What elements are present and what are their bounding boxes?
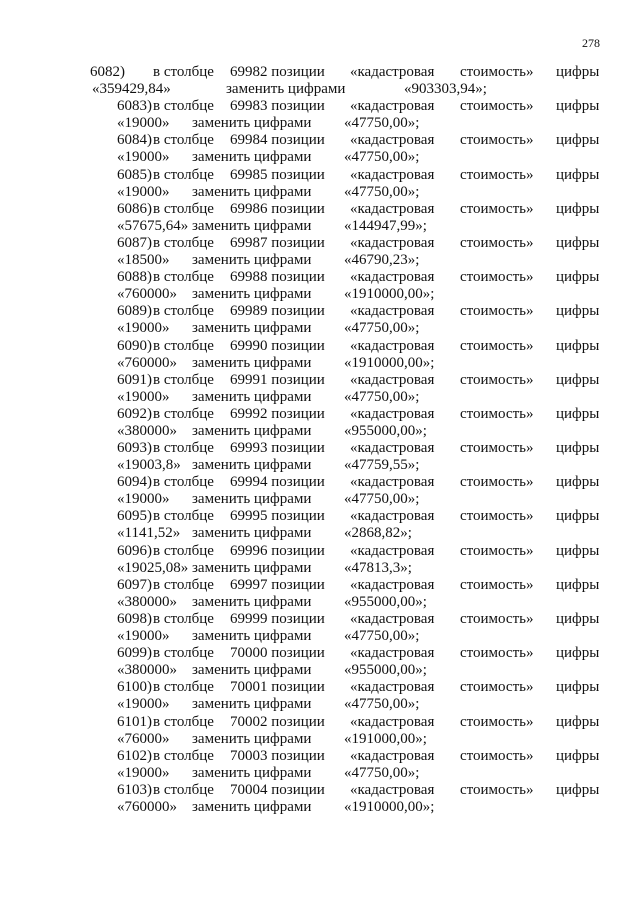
cadastral-label: «кадастровая: [350, 98, 435, 115]
old-value: «19000»: [117, 628, 170, 644]
amendment-entry: [0, 167, 640, 201]
cadastral-label: «кадастровая: [350, 200, 435, 217]
in-column-label: в столбце: [153, 576, 214, 593]
entry-number: 6086): [117, 200, 152, 217]
value-label: стоимость»: [460, 747, 534, 764]
in-column-label: в столбце: [153, 679, 214, 696]
position-number: 70001 позиции: [230, 679, 325, 696]
value-label: стоимость»: [460, 166, 534, 183]
entry-number: 6100): [117, 679, 152, 696]
value-label: стоимость»: [460, 474, 534, 491]
entry-number: 6094): [117, 474, 152, 491]
entry-number: 6097): [117, 576, 152, 593]
entry-number: 6091): [117, 371, 152, 388]
amendment-entry: [0, 440, 640, 474]
new-value: «47750,00»;: [344, 696, 420, 713]
new-value: «1910000,00»;: [344, 286, 435, 303]
new-value: «47750,00»;: [344, 764, 420, 781]
new-value: «47750,00»;: [344, 388, 420, 405]
old-value: «19000»: [117, 491, 170, 508]
digits-label: цифры: [556, 781, 600, 798]
entry-number: 6103): [117, 781, 152, 798]
position-number: 69991 позиции: [230, 371, 325, 388]
digits-label: цифры: [556, 713, 600, 730]
position-number: 70004 позиции: [230, 781, 325, 798]
value-label: стоимость»: [460, 440, 534, 457]
new-value: «47813,3»;: [344, 559, 412, 576]
entry-number: 6102): [117, 747, 152, 764]
replace-label: заменить цифрами: [192, 286, 312, 303]
new-value: «144947,99»;: [344, 217, 427, 234]
position-number: 69987 позиции: [230, 234, 325, 251]
amendment-entry: [0, 611, 640, 645]
in-column-label: в столбце: [153, 474, 214, 491]
in-column-label: в столбце: [153, 166, 214, 183]
cadastral-label: «кадастровая: [350, 234, 435, 251]
old-value: «19000»: [117, 115, 170, 132]
amendment-entry: [0, 782, 640, 816]
cadastral-label: «кадастровая: [350, 576, 435, 593]
replace-label: заменить цифрами: [192, 388, 312, 405]
digits-label: цифры: [556, 234, 600, 251]
position-number: 69997 позиции: [230, 576, 325, 593]
amendment-entry: [0, 679, 640, 713]
digits-label: цифры: [556, 269, 600, 286]
value-label: стоимость»: [460, 234, 534, 251]
replace-label: заменить цифрами: [192, 251, 312, 268]
digits-label: цифры: [556, 508, 600, 525]
entry-number: 6096): [117, 542, 152, 559]
new-value: «1910000,00»;: [344, 798, 435, 815]
in-column-label: в столбце: [153, 405, 214, 422]
position-number: 69989 позиции: [230, 303, 325, 320]
new-value: «2868,82»;: [344, 525, 412, 542]
entry-number: 6089): [117, 303, 152, 320]
cadastral-label: «кадастровая: [350, 611, 435, 627]
position-number: 69984 позиции: [230, 132, 325, 149]
value-label: стоимость»: [460, 611, 534, 627]
new-value: «47750,00»;: [344, 115, 420, 132]
old-value: «19000»: [117, 388, 170, 405]
cadastral-label: «кадастровая: [350, 132, 435, 149]
old-value: «19025,08»: [117, 559, 189, 576]
amendment-entry: [0, 508, 640, 542]
in-column-label: в столбце: [153, 508, 214, 525]
replace-label: заменить цифрами: [192, 354, 312, 371]
entry-number: 6082): [90, 64, 125, 80]
cadastral-label: «кадастровая: [350, 371, 435, 388]
value-label: стоимость»: [460, 132, 534, 149]
digits-label: цифры: [556, 645, 600, 662]
replace-label: заменить цифрами: [192, 149, 312, 166]
in-column-label: в столбце: [153, 269, 214, 286]
digits-label: цифры: [556, 611, 600, 627]
new-value: «191000,00»;: [344, 730, 427, 747]
in-column-label: в столбце: [153, 200, 214, 217]
value-label: стоимость»: [460, 781, 534, 798]
in-column-label: в столбце: [153, 747, 214, 764]
entry-number: 6085): [117, 166, 152, 183]
cadastral-label: «кадастровая: [350, 781, 435, 798]
digits-label: цифры: [556, 440, 600, 457]
entry-number: 6092): [117, 405, 152, 422]
old-value: «19000»: [117, 320, 170, 337]
digits-label: цифры: [556, 542, 600, 559]
value-label: стоимость»: [460, 508, 534, 525]
old-value: «18500»: [117, 251, 170, 268]
digits-label: цифры: [556, 405, 600, 422]
amendment-entry: [0, 543, 640, 577]
amendment-list: [0, 64, 640, 816]
new-value: «955000,00»;: [344, 662, 427, 679]
digits-label: цифры: [556, 200, 600, 217]
in-column-label: в столбце: [153, 98, 214, 115]
position-number: 69992 позиции: [230, 405, 325, 422]
cadastral-label: «кадастровая: [350, 713, 435, 730]
cadastral-label: «кадастровая: [350, 508, 435, 525]
cadastral-label: «кадастровая: [350, 269, 435, 286]
value-label: стоимость»: [460, 337, 534, 354]
entry-number: 6088): [117, 269, 152, 286]
old-value: «19000»: [117, 764, 170, 781]
digits-label: цифры: [556, 576, 600, 593]
value-label: стоимость»: [460, 98, 534, 115]
position-number: 69983 позиции: [230, 98, 325, 115]
position-number: 69999 позиции: [230, 611, 325, 627]
old-value: «359429,84»: [92, 81, 171, 97]
entry-number: 6090): [117, 337, 152, 354]
cadastral-label: «кадастровая: [350, 64, 435, 80]
replace-label: заменить цифрами: [192, 115, 312, 132]
cadastral-label: «кадастровая: [350, 679, 435, 696]
value-label: стоимость»: [460, 303, 534, 320]
old-value: «57675,64»: [117, 217, 189, 234]
position-number: 69986 позиции: [230, 200, 325, 217]
value-label: стоимость»: [460, 679, 534, 696]
replace-label: заменить цифрами: [192, 628, 312, 644]
replace-label: заменить цифрами: [192, 183, 312, 200]
amendment-entry: [0, 235, 640, 269]
digits-label: цифры: [556, 64, 600, 80]
cadastral-label: «кадастровая: [350, 747, 435, 764]
old-value: «760000»: [117, 798, 177, 815]
digits-label: цифры: [556, 166, 600, 183]
in-column-label: в столбце: [153, 645, 214, 662]
amendment-entry: [0, 577, 640, 611]
amendment-entry: [0, 269, 640, 303]
value-label: стоимость»: [460, 371, 534, 388]
amendment-entry: [0, 372, 640, 406]
entry-number: 6083): [117, 98, 152, 115]
new-value: «47759,55»;: [344, 457, 420, 474]
amendment-entry: [0, 201, 640, 235]
new-value: «47750,00»;: [344, 491, 420, 508]
cadastral-label: «кадастровая: [350, 440, 435, 457]
entry-number: 6084): [117, 132, 152, 149]
cadastral-label: «кадастровая: [350, 337, 435, 354]
value-label: стоимость»: [460, 405, 534, 422]
new-value: «47750,00»;: [344, 183, 420, 200]
replace-label: заменить цифрами: [192, 559, 312, 576]
new-value: «47750,00»;: [344, 320, 420, 337]
in-column-label: в столбце: [153, 611, 214, 627]
amendment-entry: [0, 132, 640, 166]
replace-label: заменить цифрами: [192, 730, 312, 747]
amendment-entry: [0, 303, 640, 337]
in-column-label: в столбце: [153, 781, 214, 798]
position-number: 69990 позиции: [230, 337, 325, 354]
new-value: «46790,23»;: [344, 251, 420, 268]
digits-label: цифры: [556, 679, 600, 696]
amendment-entry: [0, 64, 640, 98]
cadastral-label: «кадастровая: [350, 166, 435, 183]
replace-label: заменить цифрами: [192, 764, 312, 781]
entry-number: 6099): [117, 645, 152, 662]
value-label: стоимость»: [460, 200, 534, 217]
in-column-label: в столбце: [153, 64, 214, 80]
in-column-label: в столбце: [153, 132, 214, 149]
old-value: «19000»: [117, 149, 170, 166]
cadastral-label: «кадастровая: [350, 303, 435, 320]
position-number: 70002 позиции: [230, 713, 325, 730]
in-column-label: в столбце: [153, 713, 214, 730]
replace-label: заменить цифрами: [192, 798, 312, 815]
in-column-label: в столбце: [153, 542, 214, 559]
old-value: «380000»: [117, 593, 177, 610]
replace-label: заменить цифрами: [226, 81, 346, 97]
amendment-entry: [0, 748, 640, 782]
old-value: «19000»: [117, 696, 170, 713]
old-value: «1141,52»: [117, 525, 181, 542]
replace-label: заменить цифрами: [192, 457, 312, 474]
entry-number: 6101): [117, 713, 152, 730]
replace-label: заменить цифрами: [192, 422, 312, 439]
value-label: стоимость»: [460, 713, 534, 730]
entry-number: 6095): [117, 508, 152, 525]
new-value: «955000,00»;: [344, 593, 427, 610]
position-number: 69996 позиции: [230, 542, 325, 559]
old-value: «380000»: [117, 662, 177, 679]
digits-label: цифры: [556, 747, 600, 764]
position-number: 70003 позиции: [230, 747, 325, 764]
cadastral-label: «кадастровая: [350, 405, 435, 422]
value-label: стоимость»: [460, 576, 534, 593]
new-value: «47750,00»;: [344, 628, 420, 644]
value-label: стоимость»: [460, 542, 534, 559]
old-value: «760000»: [117, 286, 177, 303]
position-number: 69993 позиции: [230, 440, 325, 457]
position-number: 69982 позиции: [230, 64, 325, 80]
position-number: 70000 позиции: [230, 645, 325, 662]
amendment-entry: [0, 98, 640, 132]
in-column-label: в столбце: [153, 234, 214, 251]
replace-label: заменить цифрами: [192, 696, 312, 713]
in-column-label: в столбце: [153, 440, 214, 457]
entry-number: 6087): [117, 234, 152, 251]
new-value: «1910000,00»;: [344, 354, 435, 371]
amendment-entry: [0, 406, 640, 440]
replace-label: заменить цифрами: [192, 491, 312, 508]
replace-label: заменить цифрами: [192, 217, 312, 234]
old-value: «76000»: [117, 730, 170, 747]
replace-label: заменить цифрами: [192, 525, 312, 542]
cadastral-label: «кадастровая: [350, 645, 435, 662]
digits-label: цифры: [556, 371, 600, 388]
digits-label: цифры: [556, 98, 600, 115]
old-value: «19003,8»: [117, 457, 181, 474]
value-label: стоимость»: [460, 645, 534, 662]
amendment-entry: [0, 474, 640, 508]
replace-label: заменить цифрами: [192, 320, 312, 337]
value-label: стоимость»: [460, 64, 534, 80]
digits-label: цифры: [556, 337, 600, 354]
new-value: «955000,00»;: [344, 422, 427, 439]
position-number: 69995 позиции: [230, 508, 325, 525]
new-value: «47750,00»;: [344, 149, 420, 166]
new-value: «903303,94»;: [404, 81, 487, 97]
position-number: 69988 позиции: [230, 269, 325, 286]
position-number: 69985 позиции: [230, 166, 325, 183]
in-column-label: в столбце: [153, 303, 214, 320]
in-column-label: в столбце: [153, 337, 214, 354]
position-number: 69994 позиции: [230, 474, 325, 491]
amendment-entry: [0, 714, 640, 748]
entry-number: 6093): [117, 440, 152, 457]
digits-label: цифры: [556, 474, 600, 491]
in-column-label: в столбце: [153, 371, 214, 388]
amendment-entry: [0, 645, 640, 679]
value-label: стоимость»: [460, 269, 534, 286]
digits-label: цифры: [556, 303, 600, 320]
cadastral-label: «кадастровая: [350, 542, 435, 559]
replace-label: заменить цифрами: [192, 593, 312, 610]
cadastral-label: «кадастровая: [350, 474, 435, 491]
digits-label: цифры: [556, 132, 600, 149]
old-value: «760000»: [117, 354, 177, 371]
page-number: 278: [582, 36, 600, 50]
amendment-entry: [0, 338, 640, 372]
old-value: «19000»: [117, 183, 170, 200]
replace-label: заменить цифрами: [192, 662, 312, 679]
entry-number: 6098): [117, 611, 152, 627]
old-value: «380000»: [117, 422, 177, 439]
